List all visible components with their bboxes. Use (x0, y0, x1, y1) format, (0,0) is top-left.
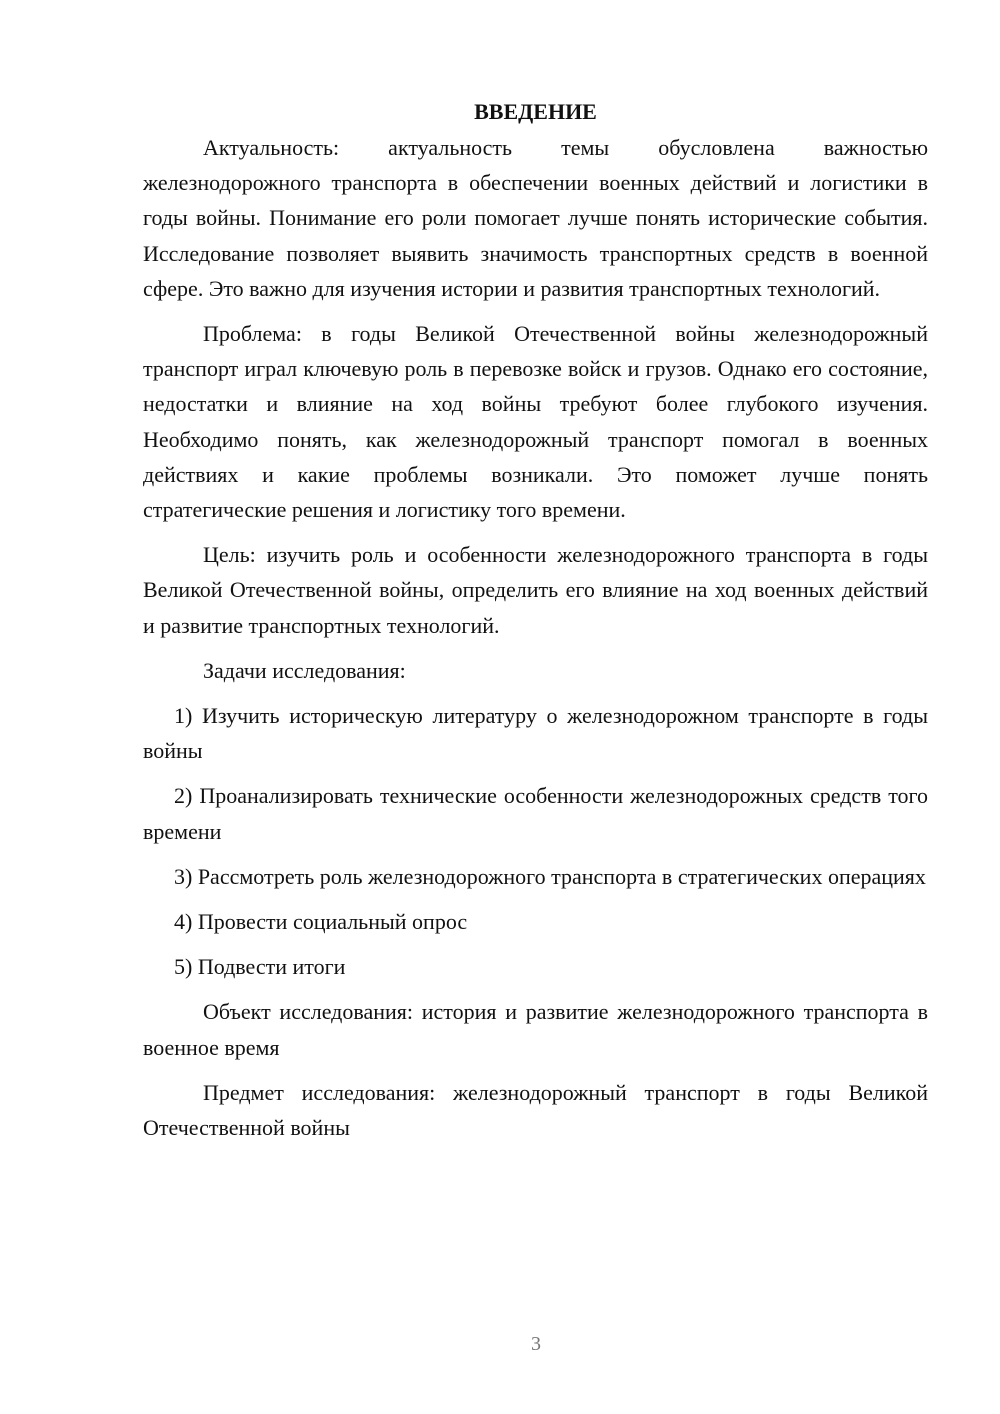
page-title: ВВЕДЕНИЕ (474, 99, 597, 124)
task-item: 4) Провести социальный опрос (174, 909, 468, 935)
task-item: 3) Рассмотреть роль железнодорожного транспорта в стратегических операциях (174, 863, 926, 889)
task-item: 2) Проанализировать технические особенности железнодорожных средств того времени (143, 783, 928, 844)
task-item: 1) Изучить историческую литературу о железнодорожном транспорте в годы войны (143, 703, 928, 764)
relevance-paragraph: Актуальность: актуальность темы обусловлена важностью железнодорожного транспорта в обеспечении военных действий и логистики в годы войны. Понимание его роли помогает лучше понять исторические события. Исследование позволяет выявить значимость транспортных средств в военной сфере. Это важно для изучения истории и развития транспортных технологий. (143, 135, 928, 301)
problem-paragraph: Проблема: в годы Великой Отечественной войны железнодорожный транспорт играл ключевую роль в перевозке войск и грузов. Однако его состояние, недостатки и влияние на ход войны требуют более глубокого изучения. Необходимо понять, как железнодорожный транспорт помогал в военных действиях и какие проблемы возникали. Это поможет лучше понять стратегические решения и логистику того времени. (143, 321, 928, 523)
document-page (143, 94, 928, 1145)
task-item: 5) Подвести итоги (174, 954, 346, 980)
tasks-heading: Задачи исследования: (203, 657, 406, 683)
object-paragraph: Объект исследования: история и развитие железнодорожного транспорта в военное время (143, 999, 928, 1060)
subject-paragraph: Предмет исследования: железнодорожный транспорт в годы Великой Отечественной войны (143, 1079, 928, 1141)
page-number: 3 (531, 1333, 541, 1355)
goal-paragraph: Цель: изучить роль и особенности железнодорожного транспорта в годы Великой Отечественной войны, определить его влияние на ход военных действий и развитие транспортных технологий. (143, 542, 928, 638)
